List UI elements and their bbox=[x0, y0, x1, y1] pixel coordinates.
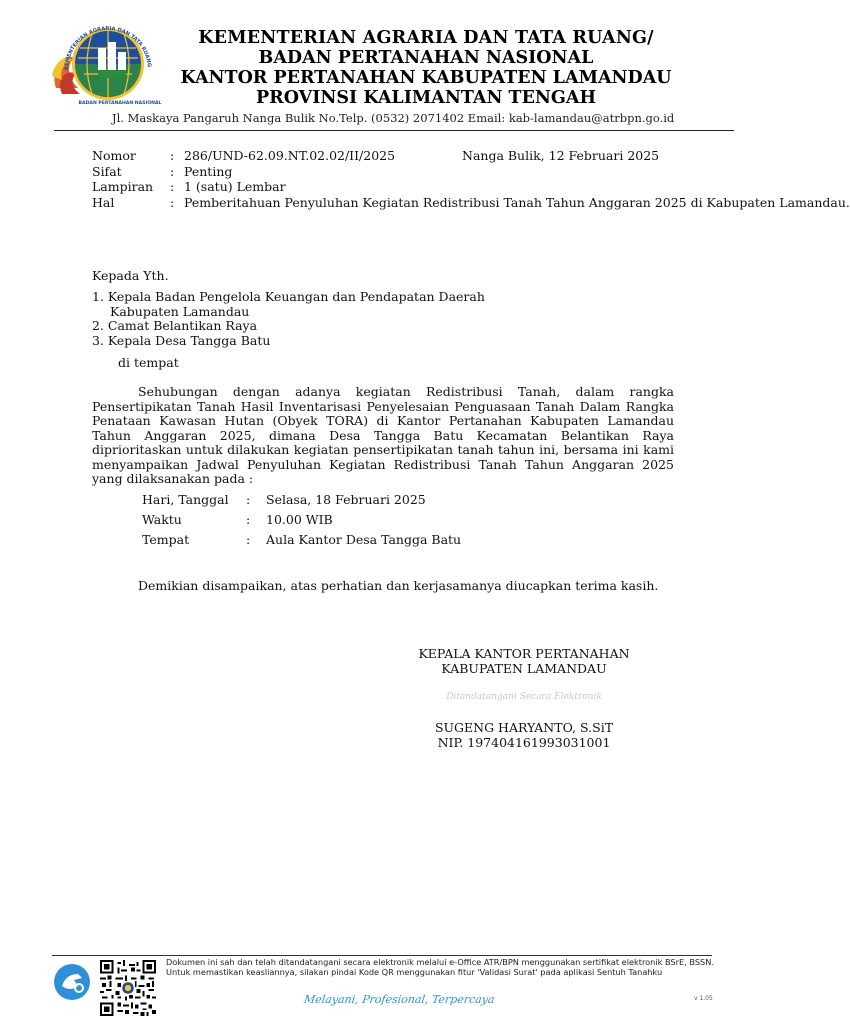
schedule-place-colon: : bbox=[246, 532, 251, 547]
recipient-item-2: 2. Camat Belantikan Raya bbox=[92, 318, 258, 333]
letter-date: Nanga Bulik, 12 Februari 2025 bbox=[462, 148, 660, 163]
lampiran-value: 1 (satu) Lembar bbox=[184, 179, 286, 194]
footer-divider bbox=[52, 955, 712, 956]
letterhead-divider bbox=[54, 130, 734, 131]
schedule-time-colon: : bbox=[246, 512, 251, 527]
nomor-colon: : bbox=[170, 148, 175, 163]
schedule-day-colon: : bbox=[246, 492, 251, 507]
electronic-signature-mark: Ditandatangani Secara Elektronik bbox=[446, 692, 602, 702]
hal-label: Hal bbox=[92, 194, 115, 210]
sifat-value: Penting bbox=[184, 163, 233, 179]
logo-bottom-text: BADAN PERTANAHAN NASIONAL bbox=[78, 101, 162, 106]
schedule-day-value: Selasa, 18 Februari 2025 bbox=[266, 492, 426, 507]
sifat-label: Sifat bbox=[92, 163, 122, 179]
recipient-greeting: Kepada Yth. bbox=[92, 268, 169, 283]
lampiran-colon: : bbox=[170, 179, 175, 194]
nomor-value: 286/UND-62.09.NT.02.02/II/2025 bbox=[184, 148, 396, 163]
schedule-day-label: Hari, Tanggal bbox=[142, 492, 229, 507]
signature-title-line2: KABUPATEN LAMANDAU bbox=[441, 661, 607, 676]
recipient-list bbox=[92, 290, 485, 348]
footer-tagline: Melayani, Profesional, Terpercaya bbox=[303, 993, 496, 1006]
letterhead-line4: PROVINSI KALIMANTAN TENGAH bbox=[256, 88, 596, 108]
logo-ring-text: KEMENTERIAN AGRARIA DAN TATA RUANG bbox=[63, 25, 152, 71]
signatory-name: SUGENG HARYANTO, S.SiT bbox=[434, 720, 614, 735]
letterhead-line3: KANTOR PERTANAHAN KABUPATEN LAMANDAU bbox=[180, 68, 672, 88]
schedule-place-value: Aula Kantor Desa Tangga Batu bbox=[266, 532, 462, 547]
schedule-time-label: Waktu bbox=[142, 512, 182, 527]
schedule-time-value: 10.00 WIB bbox=[266, 512, 333, 527]
letterhead-line2: BADAN PERTANAHAN NASIONAL bbox=[258, 48, 594, 68]
qr-code-icon[interactable] bbox=[100, 960, 156, 1016]
body-paragraph-text: Sehubungan dengan adanya kegiatan Redistribusi Tanah, dalam rangka Pensertipikatan Tanah Hasil Inventarisasi Penyelesaian Penguasaan Tanah Dalam Rangka Penataan Kawasan Hutan (Obyek TORA) di Kantor Pertanahan Kabupaten Lamandau Tahun Anggaran 2025, dimana Desa Tangga Batu Kecamatan Belantikan Raya diprioritaskan untuk dilakukan kegiatan pensertipikatan tanah tahun ini, bersama ini kami menyampaikan Jadwal Penyuluhan Kegiatan Redistribusi Tanah Tahun Anggaran 2025 yang dilaksanakan pada : bbox=[92, 384, 674, 486]
recipient-place: di tempat bbox=[118, 355, 179, 370]
signature-title bbox=[380, 646, 668, 676]
recipient-item-1-cont: Kabupaten Lamandau bbox=[110, 303, 250, 319]
lampiran-label: Lampiran bbox=[92, 179, 154, 194]
bpn-logo bbox=[48, 18, 166, 108]
nomor-label: Nomor bbox=[92, 148, 136, 163]
letterhead bbox=[166, 28, 686, 108]
body-paragraph bbox=[92, 385, 674, 487]
letterhead-line1: KEMENTERIAN AGRARIA DAN TATA RUANG/ bbox=[198, 28, 654, 48]
signature-title-line1: KEPALA KANTOR PERTANAHAN bbox=[418, 646, 630, 661]
sifat-colon: : bbox=[170, 163, 175, 179]
recipient-item-3: 3. Kepala Desa Tangga Batu bbox=[92, 332, 271, 348]
hal-value: Pemberitahuan Penyuluhan Kegiatan Redistribusi Tanah Tahun Anggaran 2025 di Kabupaten Lamandau. bbox=[184, 194, 850, 210]
recipient-item-1: 1. Kepala Badan Pengelola Keuangan dan Pendapatan Daerah bbox=[92, 289, 485, 304]
letterhead-address: Jl. Maskaya Pangaruh Nanga Bulik No.Telp. (0532) 2071402 Email: kab-lamandau@atrbpn.go.id bbox=[112, 111, 675, 125]
signatory bbox=[380, 720, 668, 750]
hal-colon: : bbox=[170, 194, 175, 210]
sentuh-tanahku-icon bbox=[52, 962, 92, 1002]
schedule-place-label: Tempat bbox=[142, 532, 190, 547]
footer-validation-note: Dokumen ini sah dan telah ditandatangani secara elektronik melalui e-Office ATR/BPN menggunakan sertifikat elektronik BSrE, BSSN. Untuk memastikan keasliannya, silakan pindai Kode QR menggunakan fitur 'Validasi Surat' pada aplikasi Sentuh Tanahku bbox=[166, 957, 714, 977]
closing-paragraph bbox=[92, 575, 674, 597]
footer-version: v 1.05 bbox=[694, 995, 713, 1002]
closing-text: Demikian disampaikan, atas perhatian dan kerjasamanya diucapkan terima kasih. bbox=[138, 578, 659, 593]
signatory-nip: NIP. 197404161993031001 bbox=[437, 735, 611, 750]
